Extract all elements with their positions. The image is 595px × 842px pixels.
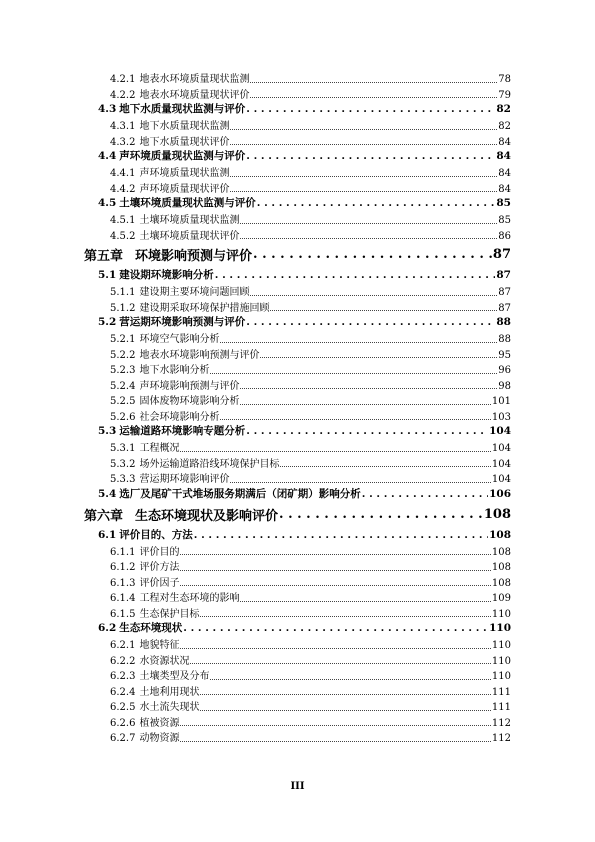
toc-entry-page: 111 — [491, 702, 511, 713]
toc-entry-number: 5.3.1 — [110, 443, 136, 454]
toc-entry-title: 地下水质量现状监测 — [139, 121, 230, 132]
toc-subsection-entry[interactable] — [84, 180, 511, 196]
toc-section-entry[interactable] — [84, 486, 511, 502]
toc-dot-leader — [246, 316, 495, 328]
toc-entry-title: 土壤类型及分布 — [139, 671, 210, 682]
toc-entry-page: 108 — [489, 528, 511, 541]
toc-dot-leader — [240, 387, 497, 389]
toc-entry-page: 110 — [491, 671, 511, 682]
toc-dot-leader — [253, 247, 492, 262]
toc-dot-leader — [230, 175, 497, 177]
toc-section-entry[interactable] — [84, 148, 511, 164]
toc-dot-leader — [270, 309, 497, 311]
toc-subsection-entry[interactable] — [84, 589, 511, 605]
toc-entry-page: 88 — [496, 316, 511, 328]
toc-entry-number: 4.2.2 — [110, 89, 136, 101]
toc-entry-page: 84 — [496, 150, 511, 162]
toc-dot-leader — [183, 622, 488, 634]
toc-entry-number: 4.4.2 — [110, 183, 136, 195]
toc-subsection-entry[interactable] — [84, 346, 511, 362]
toc-entry-page: 104 — [491, 474, 511, 485]
toc-dot-leader — [220, 418, 490, 420]
toc-entry-page: 87 — [498, 302, 511, 314]
toc-subsection-entry[interactable] — [84, 698, 511, 714]
toc-chapter-entry[interactable] — [84, 242, 511, 267]
toc-entry-title: 植被资源 — [139, 717, 180, 729]
toc-entry-title: 营运期环境影响评价 — [139, 474, 230, 485]
toc-entry-number: 5.3.3 — [110, 474, 136, 485]
toc-entry-page: 110 — [489, 622, 511, 634]
toc-entry-page: 110 — [491, 608, 511, 620]
toc-entry-page: 86 — [498, 230, 511, 242]
toc-entry-page: 87 — [498, 287, 511, 298]
toc-dot-leader — [180, 450, 490, 452]
toc-dot-leader — [260, 356, 497, 358]
toc-entry-number: 5.3.2 — [110, 458, 136, 470]
toc-entry-page: 104 — [491, 458, 511, 470]
toc-entry-page: 111 — [491, 686, 511, 698]
toc-entry-title: 生态环境现状 — [119, 622, 183, 634]
toc-subsection-entry[interactable] — [84, 455, 511, 471]
toc-entry-page: 112 — [491, 733, 511, 744]
toc-entry-title: 地表水环境影响预测与评价 — [139, 349, 260, 361]
toc-dot-leader — [362, 488, 488, 500]
toc-subsection-entry[interactable] — [84, 605, 511, 621]
toc-subsection-entry[interactable] — [84, 392, 511, 408]
toc-entry-number: 5.2.2 — [110, 349, 136, 361]
toc-dot-leader — [190, 662, 490, 664]
toc-entry-title: 地下水质量现状评价 — [139, 136, 230, 148]
toc-entry-page: 101 — [491, 396, 511, 407]
toc-dot-leader — [240, 403, 490, 405]
table-of-contents — [84, 70, 511, 745]
toc-entry-title: 固体废物环境影响分析 — [139, 396, 240, 407]
toc-entry-number: 5.1 — [98, 269, 117, 281]
toc-entry-title: 声环境质量现状评价 — [139, 183, 230, 195]
toc-subsection-entry[interactable] — [84, 408, 511, 424]
toc-dot-leader — [246, 425, 488, 437]
toc-entry-page: 85 — [498, 215, 511, 226]
toc-entry-number: 4.3 — [98, 103, 117, 115]
toc-entry-title: 地下水影响分析 — [139, 365, 210, 376]
toc-entry-title: 建设期环境影响分析 — [119, 269, 214, 281]
toc-entry-number: 第五章 — [84, 249, 124, 264]
toc-entry-page: 108 — [491, 577, 511, 589]
toc-dot-leader — [180, 553, 490, 555]
toc-dot-leader — [250, 81, 497, 83]
toc-section-entry[interactable] — [84, 620, 511, 636]
toc-entry-page: 108 — [483, 506, 511, 522]
toc-entry-title: 生态环境现状及影响评价 — [135, 508, 279, 524]
toc-entry-page: 103 — [491, 411, 511, 423]
toc-entry-number: 6.1 — [98, 528, 117, 541]
toc-entry-title: 工程对生态环境的影响 — [139, 593, 240, 604]
toc-entry-number: 5.1.1 — [110, 287, 136, 298]
toc-section-entry[interactable] — [84, 423, 511, 439]
toc-subsection-entry[interactable] — [84, 361, 511, 377]
toc-entry-title: 环境空气影响分析 — [139, 334, 220, 345]
toc-subsection-entry[interactable] — [84, 133, 511, 149]
toc-entry-title: 地貌特征 — [139, 640, 180, 651]
toc-entry-number: 4.3.1 — [110, 121, 136, 132]
toc-entry-title: 营运期环境影响预测与评价 — [119, 316, 246, 328]
toc-dot-leader — [220, 341, 497, 343]
toc-dot-leader — [246, 150, 495, 162]
toc-entry-page: 84 — [498, 136, 511, 148]
toc-dot-leader — [280, 465, 490, 467]
toc-subsection-entry[interactable] — [84, 117, 511, 133]
toc-entry-title: 社会环境影响分析 — [139, 411, 220, 423]
toc-section-entry[interactable] — [84, 101, 511, 117]
toc-entry-page: 82 — [498, 121, 511, 132]
toc-entry-title: 场外运输道路沿线环境保护目标 — [139, 458, 280, 470]
toc-dot-leader — [215, 269, 496, 281]
toc-entry-number: 6.2.6 — [110, 717, 136, 729]
toc-dot-leader — [180, 724, 490, 726]
toc-entry-page: 82 — [496, 103, 511, 115]
toc-entry-number: 6.1.4 — [110, 593, 136, 604]
toc-entry-page: 87 — [496, 269, 511, 281]
toc-entry-page: 84 — [498, 183, 511, 195]
toc-subsection-entry[interactable] — [84, 574, 511, 590]
toc-subsection-entry[interactable] — [84, 299, 511, 315]
toc-subsection-entry[interactable] — [84, 283, 511, 299]
toc-entry-number: 6.1.2 — [110, 562, 136, 573]
toc-dot-leader — [194, 529, 488, 541]
toc-dot-leader — [180, 569, 490, 571]
toc-entry-page: 78 — [498, 74, 511, 85]
toc-entry-number: 4.4.1 — [110, 168, 136, 179]
toc-subsection-entry[interactable] — [84, 714, 511, 730]
toc-subsection-entry[interactable] — [84, 330, 511, 346]
toc-entry-page: 85 — [496, 197, 511, 209]
toc-dot-leader — [240, 222, 497, 224]
toc-entry-title: 土地利用现状 — [139, 686, 200, 698]
toc-subsection-entry[interactable] — [84, 227, 511, 243]
toc-entry-title: 地表水环境质量现状监测 — [139, 74, 250, 85]
toc-entry-title: 选厂及尾矿干式堆场服务期满后（闭矿期）影响分析 — [119, 487, 361, 500]
toc-entry-title: 环境影响预测与评价 — [135, 249, 253, 264]
toc-entry-number: 第六章 — [84, 508, 124, 524]
toc-dot-leader — [246, 103, 495, 115]
toc-dot-leader — [250, 294, 497, 296]
toc-entry-title: 声环境质量现状监测与评价 — [119, 150, 246, 162]
toc-entry-number: 6.2 — [98, 622, 117, 634]
toc-subsection-entry[interactable] — [84, 729, 511, 745]
page-number: III — [290, 781, 305, 792]
toc-entry-number: 6.2.1 — [110, 640, 136, 651]
toc-dot-leader — [180, 647, 490, 649]
toc-entry-page: 87 — [492, 247, 511, 262]
toc-entry-title: 声环境质量现状监测 — [139, 168, 230, 179]
toc-entry-page: 108 — [491, 562, 511, 573]
toc-dot-leader — [210, 372, 497, 374]
toc-dot-leader — [230, 128, 497, 130]
toc-entry-title: 动物资源 — [139, 733, 180, 744]
toc-dot-leader — [210, 678, 490, 680]
toc-subsection-entry[interactable] — [84, 683, 511, 699]
toc-entry-number: 6.1.3 — [110, 577, 136, 589]
toc-dot-leader — [230, 190, 497, 192]
toc-entry-page: 112 — [491, 717, 511, 729]
toc-entry-number: 4.2.1 — [110, 74, 136, 85]
toc-entry-title: 评价方法 — [139, 562, 180, 573]
toc-entry-title: 建设期采取环境保护措施回顾 — [139, 302, 270, 314]
toc-section-entry[interactable] — [84, 195, 511, 211]
toc-entry-title: 声环境影响预测与评价 — [139, 380, 240, 392]
toc-dot-leader — [230, 481, 490, 483]
toc-dot-leader — [240, 600, 490, 602]
toc-entry-number: 6.2.2 — [110, 655, 136, 667]
toc-entry-page: 106 — [489, 487, 511, 500]
toc-entry-number: 5.4 — [98, 487, 117, 500]
toc-dot-leader — [200, 693, 490, 695]
toc-entry-title: 工程概况 — [139, 443, 180, 454]
toc-entry-title: 运输道路环境影响专题分析 — [119, 425, 246, 437]
toc-entry-page: 98 — [498, 380, 511, 392]
toc-subsection-entry[interactable] — [84, 439, 511, 455]
toc-dot-leader — [279, 507, 483, 522]
toc-dot-leader — [257, 197, 496, 209]
toc-subsection-entry[interactable] — [84, 86, 511, 102]
toc-entry-number: 6.1.5 — [110, 608, 136, 620]
toc-entry-page: 108 — [491, 546, 511, 558]
toc-dot-leader — [180, 584, 490, 586]
toc-entry-number: 5.2.1 — [110, 334, 136, 345]
toc-dot-leader — [200, 615, 490, 617]
toc-entry-page: 109 — [491, 593, 511, 604]
toc-subsection-entry[interactable] — [84, 636, 511, 652]
toc-entry-title: 评价目的、方法 — [119, 528, 193, 541]
toc-subsection-entry[interactable] — [84, 164, 511, 180]
toc-dot-leader — [250, 96, 497, 98]
toc-entry-title: 地表水环境质量现状评价 — [139, 89, 250, 101]
toc-entry-number: 4.5.1 — [110, 215, 136, 226]
toc-entry-title: 生态保护目标 — [139, 608, 200, 620]
toc-entry-number: 5.2 — [98, 316, 117, 328]
toc-entry-title: 评价因子 — [139, 577, 180, 589]
toc-entry-number: 5.1.2 — [110, 302, 136, 314]
toc-subsection-entry[interactable] — [84, 70, 511, 86]
toc-section-entry[interactable] — [84, 527, 511, 543]
toc-subsection-entry[interactable] — [84, 558, 511, 574]
toc-entry-page: 110 — [491, 655, 511, 667]
toc-entry-number: 5.2.6 — [110, 411, 136, 423]
toc-subsection-entry[interactable] — [84, 470, 511, 486]
toc-entry-title: 土壤环境质量现状监测 — [139, 215, 240, 226]
toc-subsection-entry[interactable] — [84, 667, 511, 683]
toc-entry-title: 水土流失现状 — [139, 702, 200, 713]
toc-entry-title: 土壤环境质量现状监测与评价 — [119, 197, 256, 209]
toc-entry-page: 88 — [498, 334, 511, 345]
toc-dot-leader — [180, 740, 490, 742]
toc-entry-page: 110 — [491, 640, 511, 651]
toc-entry-page: 104 — [489, 425, 511, 437]
toc-entry-title: 评价目的 — [139, 546, 180, 558]
toc-entry-number: 5.2.5 — [110, 396, 136, 407]
toc-section-entry[interactable] — [84, 267, 511, 283]
toc-entry-title: 水资源状况 — [139, 655, 190, 667]
toc-entry-number: 5.2.3 — [110, 365, 136, 376]
toc-entry-number: 6.2.3 — [110, 671, 136, 682]
toc-entry-number: 4.5.2 — [110, 230, 136, 242]
toc-subsection-entry[interactable] — [84, 652, 511, 668]
toc-entry-page: 104 — [491, 443, 511, 454]
toc-chapter-entry[interactable] — [84, 502, 511, 527]
toc-entry-number: 6.2.7 — [110, 733, 136, 744]
toc-section-entry[interactable] — [84, 314, 511, 330]
toc-entry-page: 79 — [498, 89, 511, 101]
toc-subsection-entry[interactable] — [84, 211, 511, 227]
toc-entry-number: 6.1.1 — [110, 546, 136, 558]
toc-entry-title: 建设期主要环境问题回顾 — [139, 287, 250, 298]
toc-entry-number: 4.5 — [98, 197, 117, 209]
toc-entry-number: 4.3.2 — [110, 136, 136, 148]
toc-entry-number: 6.2.5 — [110, 702, 136, 713]
toc-subsection-entry[interactable] — [84, 377, 511, 393]
toc-entry-title: 土壤环境质量现状评价 — [139, 230, 240, 242]
toc-entry-number: 4.4 — [98, 150, 117, 162]
toc-dot-leader — [240, 237, 497, 239]
toc-dot-leader — [230, 143, 497, 145]
toc-dot-leader — [200, 709, 490, 711]
toc-entry-number: 5.3 — [98, 425, 117, 437]
toc-entry-title: 地下水质量现状监测与评价 — [119, 103, 246, 115]
toc-entry-number: 6.2.4 — [110, 686, 136, 698]
toc-subsection-entry[interactable] — [84, 543, 511, 559]
toc-entry-page: 95 — [498, 349, 511, 361]
toc-entry-page: 84 — [498, 168, 511, 179]
toc-entry-number: 5.2.4 — [110, 380, 136, 392]
toc-entry-page: 96 — [498, 365, 511, 376]
